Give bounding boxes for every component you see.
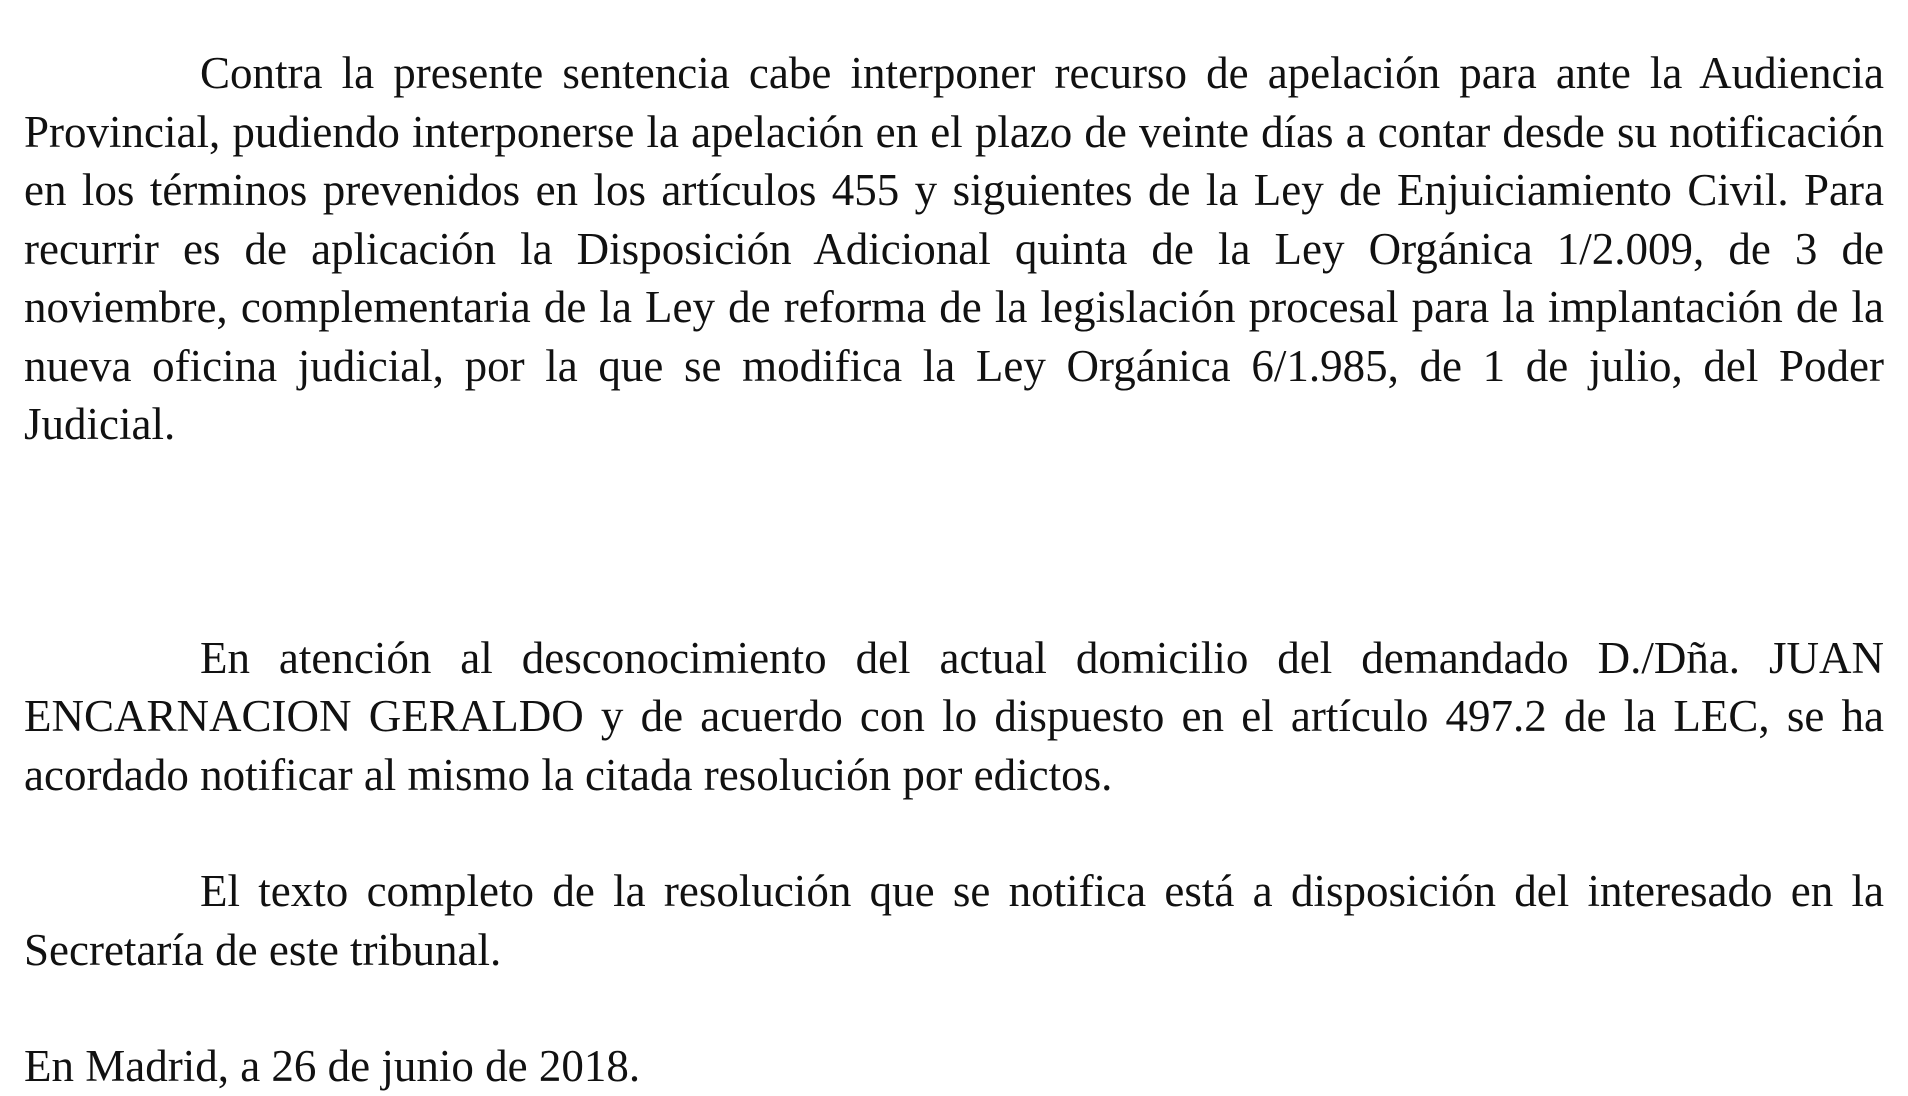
paragraph-appeal-notice: Contra la presente sentencia cabe interponer recurso de apelación para ante la Audiencia Provincial, pudiendo interponerse la apelación en el plazo de veinte días a contar desde su notificación en los términos prevenidos en los artículos 455 y siguientes de la Ley de Enjuiciamiento Civil. Para recurrir es de aplicación la Disposición Adicional quinta de la Ley Orgánica 1/2.009, de 3 de noviembre, complementaria de la Ley de reforma de la legislación procesal para la implantación de la nueva oficina judicial, por la que se modifica la Ley Orgánica 6/1.985, de 1 de julio, del Poder Judicial. <box>24 48 1884 449</box>
document-page <box>24 44 1884 1096</box>
paragraph-place-date: En Madrid, a 26 de junio de 2018. <box>24 1041 641 1091</box>
paragraph-full-text-availability: El texto completo de la resolución que se notifica está a disposición del interesado en la Secretaría de este tribunal. <box>24 866 1884 975</box>
paragraph-edict-notification: En atención al desconocimiento del actual domicilio del demandado D./Dña. JUAN ENCARNACION GERALDO y de acuerdo con lo dispuesto en el artículo 497.2 de la LEC, se ha acordado notificar al mismo la citada resolución por edictos. <box>24 632 1884 800</box>
